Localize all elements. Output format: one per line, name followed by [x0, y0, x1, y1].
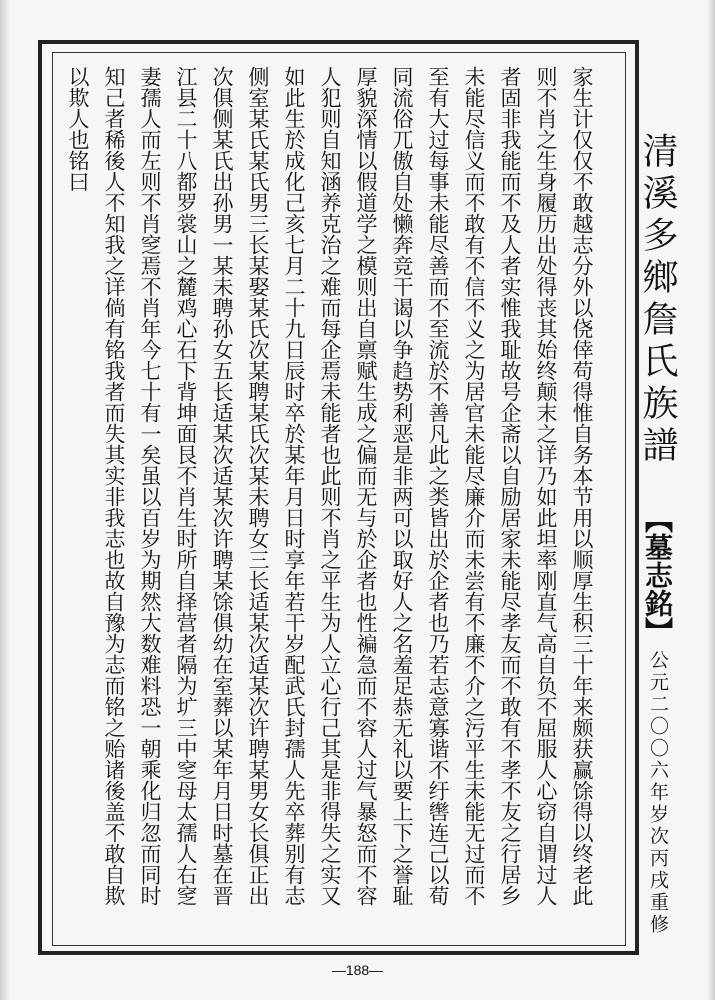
text-column: 未能尽信义而不敢有不信不义之为居官未能尽廉介而未尝有不廉不介之污平生未能无过而不	[462, 66, 486, 906]
text-column: 如此生於成化己亥七月二十九日辰时卒於某年月日时享年若干岁配武氏封孺人先卒葬别有志	[282, 66, 306, 906]
epitaph-text-body	[56, 66, 600, 944]
text-column: 同流俗兀傲自处懒奔竞干谒以争趋势利恶是非两可以取好人之名羞足恭无礼以要上下之誉耻	[390, 66, 414, 906]
page-number: —188—	[331, 962, 384, 978]
text-column: 次俱侧某氏出孙男一某未聘孙女五长适某次适某次许聘某馀俱幼在室葬以某年月日时墓在晋	[210, 66, 234, 906]
text-column: 者固非我能而不及人者实惟我耻故号企斋以自励居家未能尽孝友而不敢有不孝不友之行居乡	[498, 66, 522, 906]
text-column: 至有大过每事未能尽善而不至流於不善凡此之类皆出於企者也乃若志意寡谐不纡辔连己以荀	[426, 66, 450, 906]
text-column: 妻孺人而左则不肖窆焉不肖年今七十有一矣虽以百岁为期然大数难料恐一朝乘化归忽而同时	[138, 66, 162, 906]
revision-date: 公元二〇〇六年岁次丙戌重修	[647, 650, 669, 936]
text-column: 知己者稀後人不知我之详倘有铭我者而失其实非我志也故自豫为志而铭之贻诸後盖不敢自欺	[102, 66, 126, 906]
text-column: 江县二十八都罗裳山之麓鸡心石下背坤面艮不肖生时所自择营者隔为圹三中窆母太孺人右窆	[174, 66, 198, 906]
page-edge-shadow-left	[0, 0, 10, 1000]
page-edge-shadow-right	[707, 0, 715, 1000]
text-column: 人犯则自知涵养克治之难而每企焉未能者也此则不肖之平生为人立心行己其是非得失之实又	[318, 66, 342, 906]
text-column: 厚貌深情以假道学之模则出自禀赋生成之偏而无与於企者也性褊急而不容人过气暴怒而不容	[354, 66, 378, 906]
text-column: 则不肖之生身履历出处得丧其始终颠末之详乃如此坦率刚直气高自负不屈服人心窃自谓过人	[534, 66, 558, 906]
text-column: 侧室某氏某氏男三长某娶某氏次某聘某氏次某未聘女三长适某次适某次许聘某男女长俱正出	[246, 66, 270, 906]
text-column: 以欺人也铭曰	[66, 66, 90, 192]
genealogy-title: 清溪多鄉詹氏族譜	[637, 132, 678, 468]
text-column: 家生计仅仅不敢越志分外以侥倖苟得惟自务本节用以顺厚生积三十年来颇获赢馀得以终老此	[570, 66, 594, 906]
section-heading: 【墓志銘】	[641, 505, 674, 645]
